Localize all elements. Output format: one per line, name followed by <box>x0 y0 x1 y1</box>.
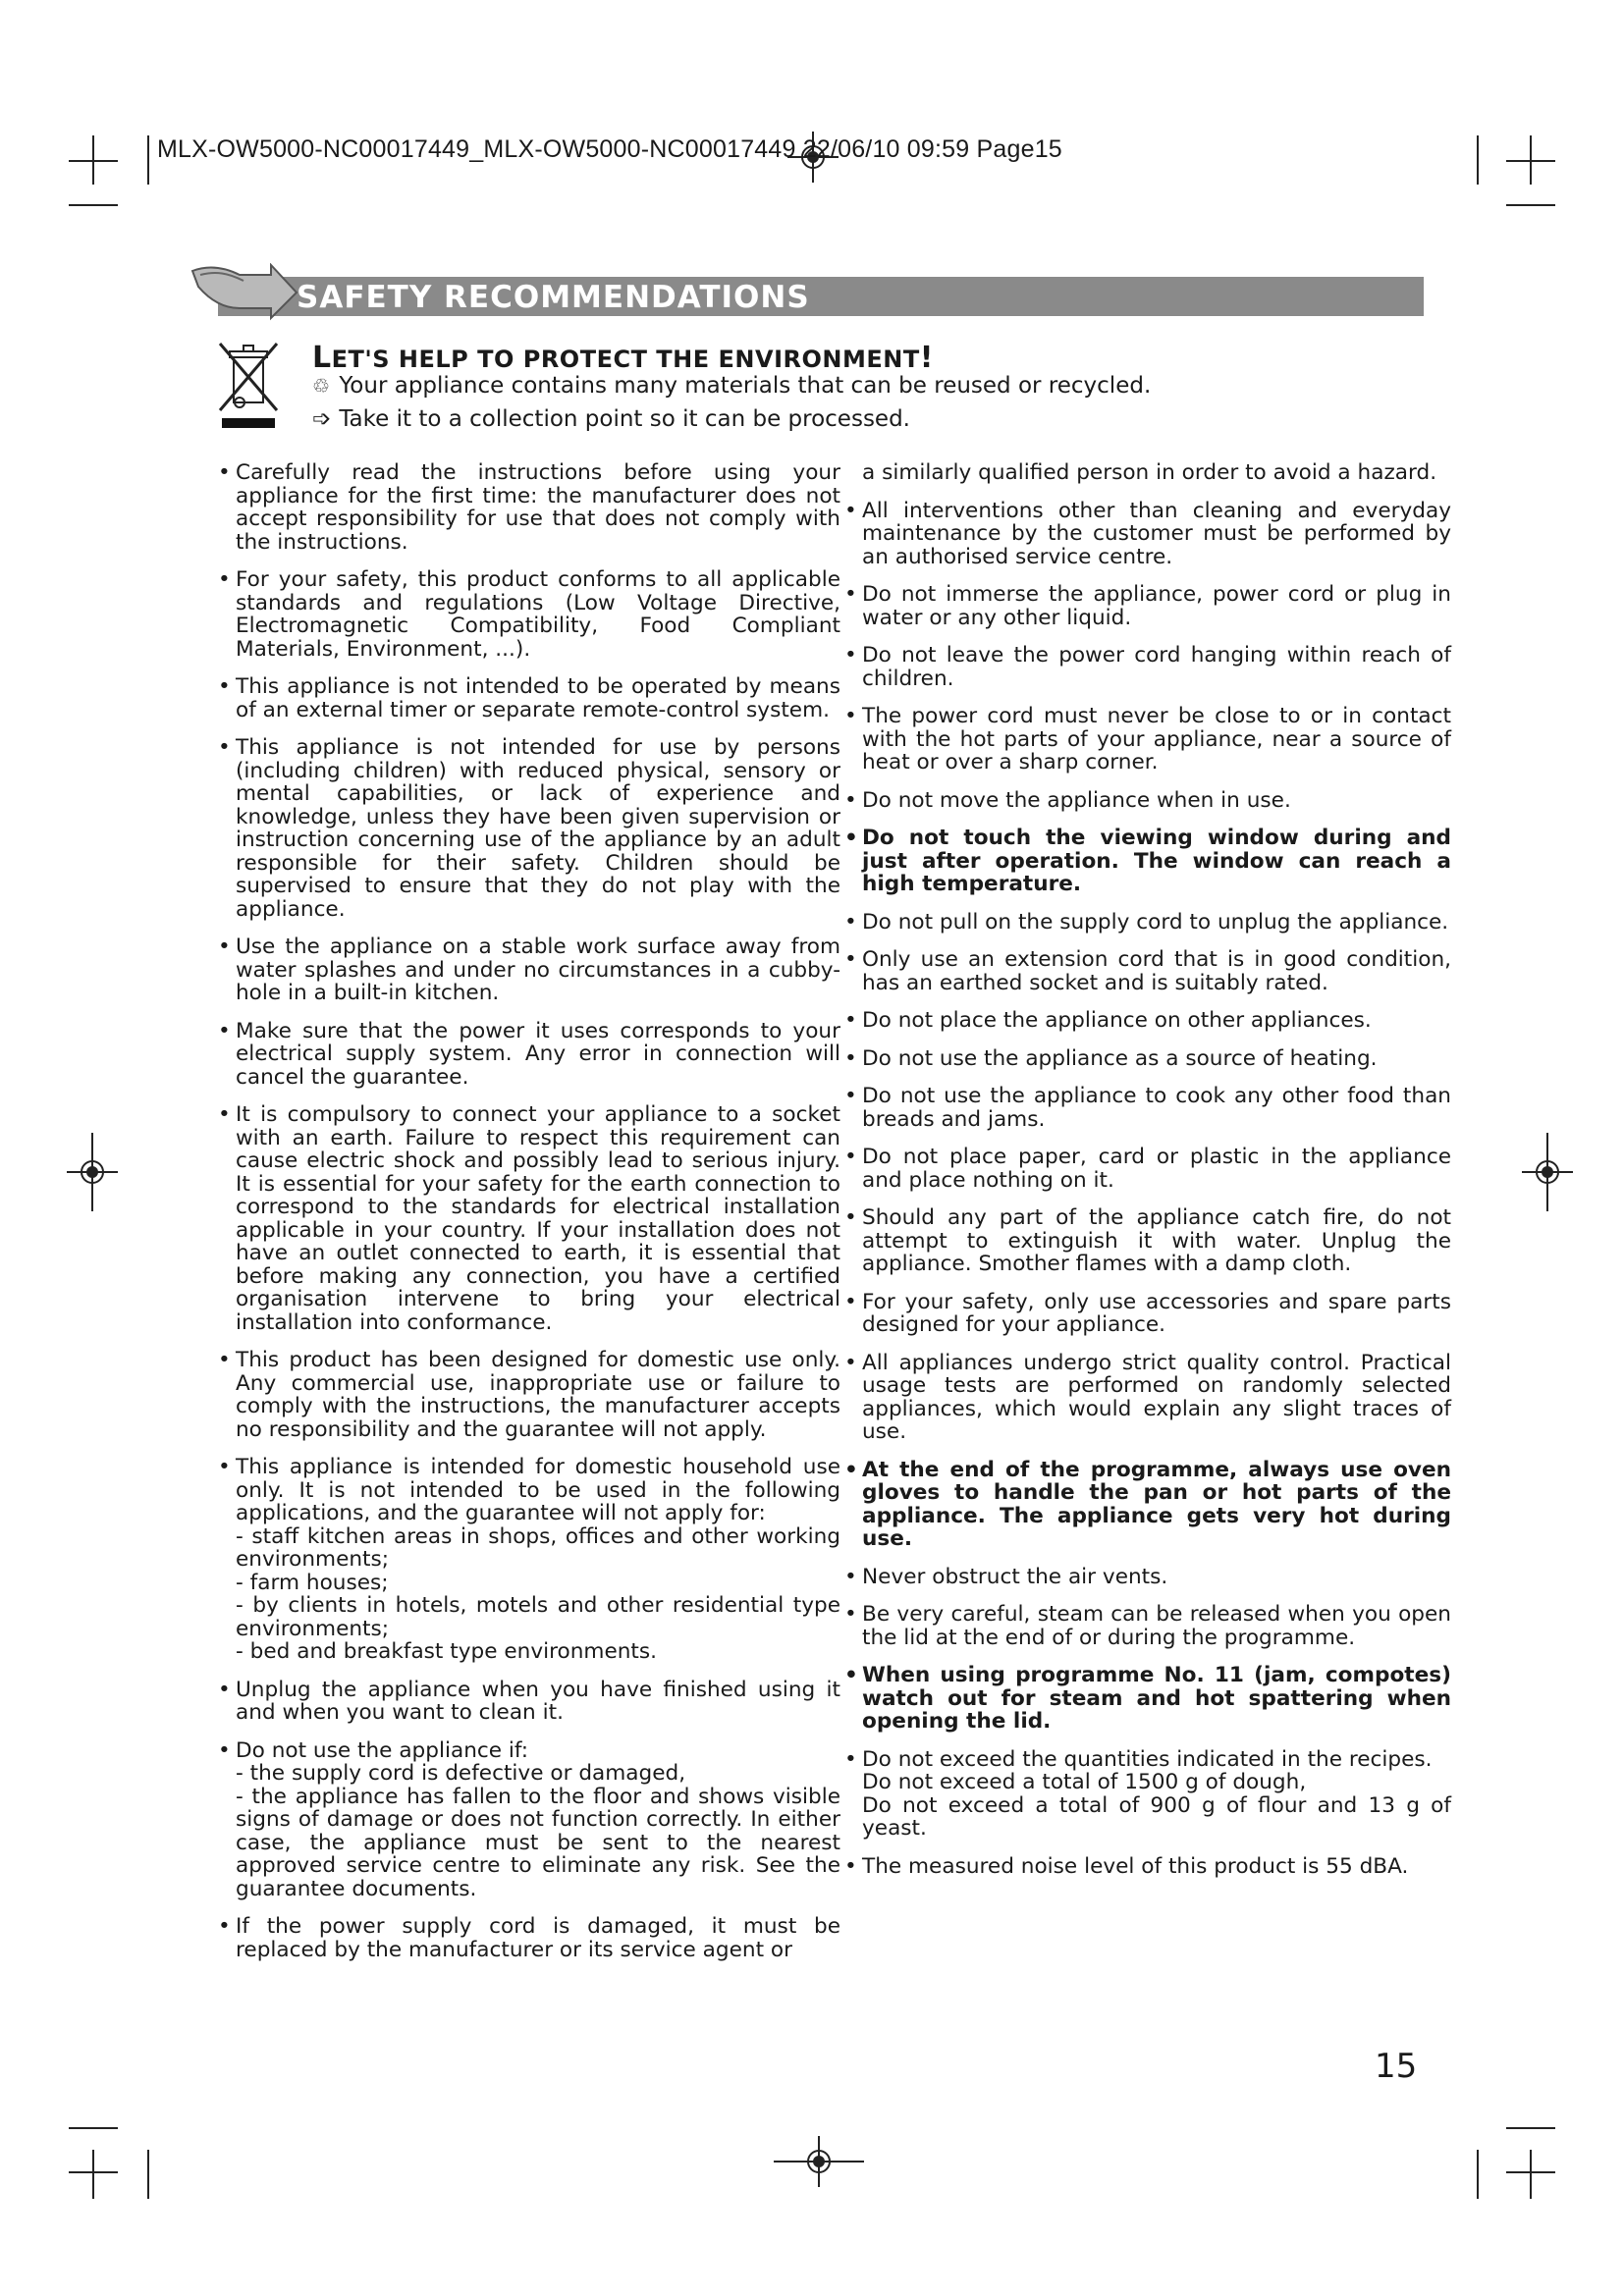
safety-item <box>216 568 840 661</box>
safety-item-text: Use the appliance on a stable work surface away from water splashes and under no circumstances in a cubby-hole in a built-in kitchen. <box>236 934 840 1005</box>
safety-item <box>842 1085 1451 1131</box>
bullet-icon: • <box>844 1350 857 1375</box>
safety-sub-item: - bed and breakfast type environments. <box>236 1639 657 1664</box>
safety-item <box>842 911 1451 934</box>
safety-item <box>842 1748 1451 1841</box>
safety-item-text: Do not use the appliance if: <box>236 1737 529 1763</box>
environment-line-1 <box>312 373 1151 399</box>
safety-item-text: All appliances undergo strict quality control. Practical usage tests are performed on randomly selected appliances, which would explain any slight traces of use. <box>862 1350 1451 1444</box>
safety-item <box>842 644 1451 690</box>
safety-item-text: Unplug the appliance when you have finished using it and when you want to clean it. <box>236 1677 840 1725</box>
bullet-icon: • <box>844 826 858 850</box>
safety-item-text: Do not pull on the supply cord to unplug the appliance. <box>862 909 1449 934</box>
bullet-icon: • <box>844 1663 858 1687</box>
bullet-icon: • <box>218 1914 231 1939</box>
crop-mark <box>1477 135 1479 185</box>
registration-mark-icon <box>1522 1133 1573 1211</box>
safety-item <box>216 935 840 1005</box>
environment-title-initial: L <box>312 341 332 375</box>
bullet-icon: • <box>844 787 857 813</box>
safety-item-text: When using programme No. 11 (jam, compotes) watch out for steam and hot spattering when opening the lid. <box>862 1663 1451 1734</box>
crop-mark <box>147 2150 149 2199</box>
bullet-icon: • <box>218 1348 231 1372</box>
bullet-icon: • <box>844 498 857 523</box>
weee-bin-icon <box>216 340 281 428</box>
safety-sub-item: - farm houses; <box>236 1570 389 1595</box>
safety-item <box>842 1047 1451 1071</box>
safety-item <box>216 1103 840 1334</box>
safety-item-text: Only use an extension cord that is in good condition, has an earthed socket and is suitably rated. <box>862 947 1451 995</box>
page-number: 15 <box>1375 2047 1418 2086</box>
safety-item-text: All interventions other than cleaning and everyday maintenance by the customer must be performed by an authorised service centre. <box>862 498 1451 569</box>
safety-item <box>216 1349 840 1441</box>
bullet-icon: • <box>844 582 857 607</box>
safety-item-text: Be very careful, steam can be released when you open the lid at the end of or during the programme. <box>862 1602 1451 1650</box>
safety-item-text: The power cord must never be close to or in contact with the hot parts of your appliance, near a source of heat or over a sharp corner. <box>862 704 1451 774</box>
bullet-icon: • <box>844 1746 857 1772</box>
bullet-icon: • <box>844 947 857 972</box>
safety-item-text: Do not move the appliance when in use. <box>862 787 1291 813</box>
bullet-icon: • <box>844 1045 857 1071</box>
crop-mark <box>1530 135 1532 185</box>
safety-item <box>216 1679 840 1725</box>
registration-mark-icon <box>774 2136 864 2187</box>
safety-item <box>842 1855 1451 1879</box>
print-header: MLX-OW5000-NC00017449_MLX-OW5000-NC00017449 22/06/10 09:59 Page15 <box>157 135 1062 163</box>
safety-item <box>216 1739 840 1901</box>
safety-sub-item: Do not exceed a total of 1500 g of dough, <box>862 1770 1307 1794</box>
safety-item-text: Do not exceed the quantities indicated in the recipes. <box>862 1746 1433 1772</box>
safety-item-text: Do not immerse the appliance, power cord or plug in water or any other liquid. <box>862 582 1451 630</box>
safety-item <box>842 789 1451 813</box>
safety-item <box>842 1566 1451 1589</box>
bullet-icon: • <box>844 1008 857 1033</box>
crop-mark <box>1506 2127 1555 2129</box>
safety-item <box>842 1009 1451 1033</box>
safety-list-left <box>216 461 840 1976</box>
safety-item <box>216 1915 840 1961</box>
environment-title <box>312 341 934 375</box>
safety-item <box>842 583 1451 629</box>
safety-sub-item: - the appliance has fallen to the floor and shows visible signs of damage or does not function correctly. In either case, the appliance must be sent to the nearest approved service centre to eliminate any risk. See the guarantee documents. <box>236 1784 840 1901</box>
safety-item-text: Do not touch the viewing window during and just after operation. The window can reach a high temperature. <box>862 826 1451 896</box>
safety-item <box>842 827 1451 896</box>
safety-item-text: For your safety, this product conforms to all applicable standards and regulations (Low Voltage Directive, Electromagnetic Compatibility, Food Compliant Materials, Environment, ...). <box>236 567 840 662</box>
bullet-icon: • <box>218 1102 231 1127</box>
bullet-icon: • <box>844 1853 857 1879</box>
safety-item-text: If the power supply cord is damaged, it must be replaced by the manufacturer or its service agent or <box>236 1914 840 1962</box>
safety-item-text: Never obstruct the air vents. <box>862 1564 1168 1589</box>
crop-mark <box>1530 2150 1532 2199</box>
safety-item <box>842 500 1451 569</box>
crop-mark <box>1477 2150 1479 2199</box>
safety-item-text: This product has been designed for domestic use only. Any commercial use, inappropriate use or failure to comply with the instructions, the manufacturer accepts no responsibility and the guarantee will not apply. <box>236 1348 840 1442</box>
safety-item-text: Do not use the appliance as a source of heating. <box>862 1045 1378 1071</box>
crop-mark <box>92 135 94 185</box>
safety-item-text: Do not use the appliance to cook any other food than breads and jams. <box>862 1084 1451 1132</box>
safety-item-text: It is compulsory to connect your appliance to a socket with an earth. Failure to respect this requirement can cause electric shock and possibly lead to serious injury. It is essential for your safety for the earth connection to correspond to the standards for electrical installation applicable in your country. If your installation does not have an outlet connected to earth, it is essential that before making any connection, you have a certified organisation intervene to bring your electrical installation into conformance. <box>236 1102 840 1335</box>
crop-mark <box>69 2127 118 2129</box>
bullet-icon: • <box>844 1145 857 1169</box>
safety-item-text: Do not leave the power cord hanging within reach of children. <box>862 643 1451 691</box>
bullet-icon: • <box>844 1205 857 1230</box>
bullet-icon: • <box>844 1564 857 1589</box>
registration-mark-icon <box>67 1133 118 1211</box>
bullet-icon: • <box>218 1455 231 1479</box>
crop-mark <box>1506 204 1555 206</box>
section-title: SAFETY RECOMMENDATIONS <box>297 280 810 315</box>
bullet-icon: • <box>218 735 231 760</box>
bullet-icon: • <box>844 1084 857 1108</box>
recycle-icon: ♲ <box>312 374 330 398</box>
safety-sub-item: - by clients in hotels, motels and other residential type environments; <box>236 1593 840 1641</box>
safety-item <box>842 1664 1451 1734</box>
bullet-icon: • <box>218 934 231 959</box>
safety-item-text: For your safety, only use accessories and spare parts designed for your appliance. <box>862 1289 1451 1337</box>
safety-sub-item: Do not exceed a total of 900 g of flour and 13 g of yeast. <box>862 1792 1451 1841</box>
safety-item <box>842 1206 1451 1276</box>
bullet-icon: • <box>218 460 231 485</box>
safety-item-text: This appliance is not intended to be operated by means of an external timer or separate remote-control system. <box>236 674 840 722</box>
bullet-icon: • <box>844 1602 857 1627</box>
crop-mark <box>147 135 149 185</box>
safety-item <box>842 1352 1451 1444</box>
bullet-icon: • <box>218 567 231 592</box>
safety-item-text: Do not place paper, card or plastic in the appliance and place nothing on it. <box>862 1145 1451 1193</box>
safety-item <box>216 675 840 721</box>
bullet-icon: • <box>218 1737 231 1763</box>
bullet-icon: • <box>218 1018 231 1043</box>
safety-item <box>216 1456 840 1664</box>
safety-item-text: Should any part of the appliance catch fire, do not attempt to extinguish it with water. Unplug the appliance. Smother flames with a damp cloth. <box>862 1205 1451 1276</box>
environment-line-1-text: Your appliance contains many materials that can be reused or recycled. <box>339 373 1152 399</box>
environment-line-2 <box>312 406 910 432</box>
environment-title-end: ! <box>919 341 934 375</box>
safety-item-text: Make sure that the power it uses corresponds to your electrical supply system. Any error in connection will cancel the guarantee. <box>236 1018 840 1090</box>
arrow-icon: ➩ <box>312 406 332 432</box>
environment-title-text: ET'S HELP TO PROTECT THE ENVIRONMENT <box>331 346 920 373</box>
safety-item-text: This appliance is intended for domestic household use only. It is not intended to be used in the following applications, and the guarantee will not apply for: <box>236 1455 840 1525</box>
safety-item <box>842 948 1451 994</box>
bullet-icon: • <box>218 674 231 699</box>
safety-item <box>842 1146 1451 1192</box>
safety-item-text: a similarly qualified person in order to avoid a hazard. <box>862 460 1437 485</box>
arrow-banner-icon <box>189 263 298 322</box>
bullet-icon: • <box>844 909 857 934</box>
safety-item <box>216 461 840 554</box>
safety-item <box>216 1020 840 1090</box>
safety-item <box>842 1603 1451 1649</box>
safety-sub-item: - staff kitchen areas in shops, offices and other working environments; <box>236 1523 840 1572</box>
safety-item <box>842 1291 1451 1337</box>
environment-line-2-text: Take it to a collection point so it can be processed. <box>339 406 910 432</box>
safety-item-text: Carefully read the instructions before using your appliance for the first time: the manufacturer does not accept responsibility for use that does not comply with the instructions. <box>236 460 840 555</box>
safety-list-right <box>842 461 1451 1893</box>
bullet-icon: • <box>844 1289 857 1314</box>
safety-item <box>842 705 1451 774</box>
safety-item <box>216 736 840 921</box>
crop-mark <box>92 2150 94 2199</box>
safety-item-text: The measured noise level of this product is 55 dBA. <box>862 1853 1409 1879</box>
safety-item-text: At the end of the programme, always use oven gloves to handle the pan or hot parts of the appliance. The appliance gets very hot during use. <box>862 1457 1451 1551</box>
bullet-icon: • <box>844 704 857 728</box>
bullet-icon: • <box>844 1457 858 1482</box>
bullet-icon: • <box>218 1677 231 1702</box>
safety-item <box>842 461 1451 485</box>
safety-item <box>842 1459 1451 1551</box>
safety-item-text: This appliance is not intended for use by persons (including children) with reduced physical, sensory or mental capabilities, or lack of experience and knowledge, unless they have been given supervision or instruction concerning use of the appliance by an adult responsible for their safety. Children should be supervised to ensure that they do not play with the appliance. <box>236 735 840 922</box>
safety-item-text: Do not place the appliance on other appliances. <box>862 1008 1372 1033</box>
bullet-icon: • <box>844 643 857 667</box>
crop-mark <box>69 204 118 206</box>
safety-sub-item: - the supply cord is defective or damaged, <box>236 1761 686 1786</box>
